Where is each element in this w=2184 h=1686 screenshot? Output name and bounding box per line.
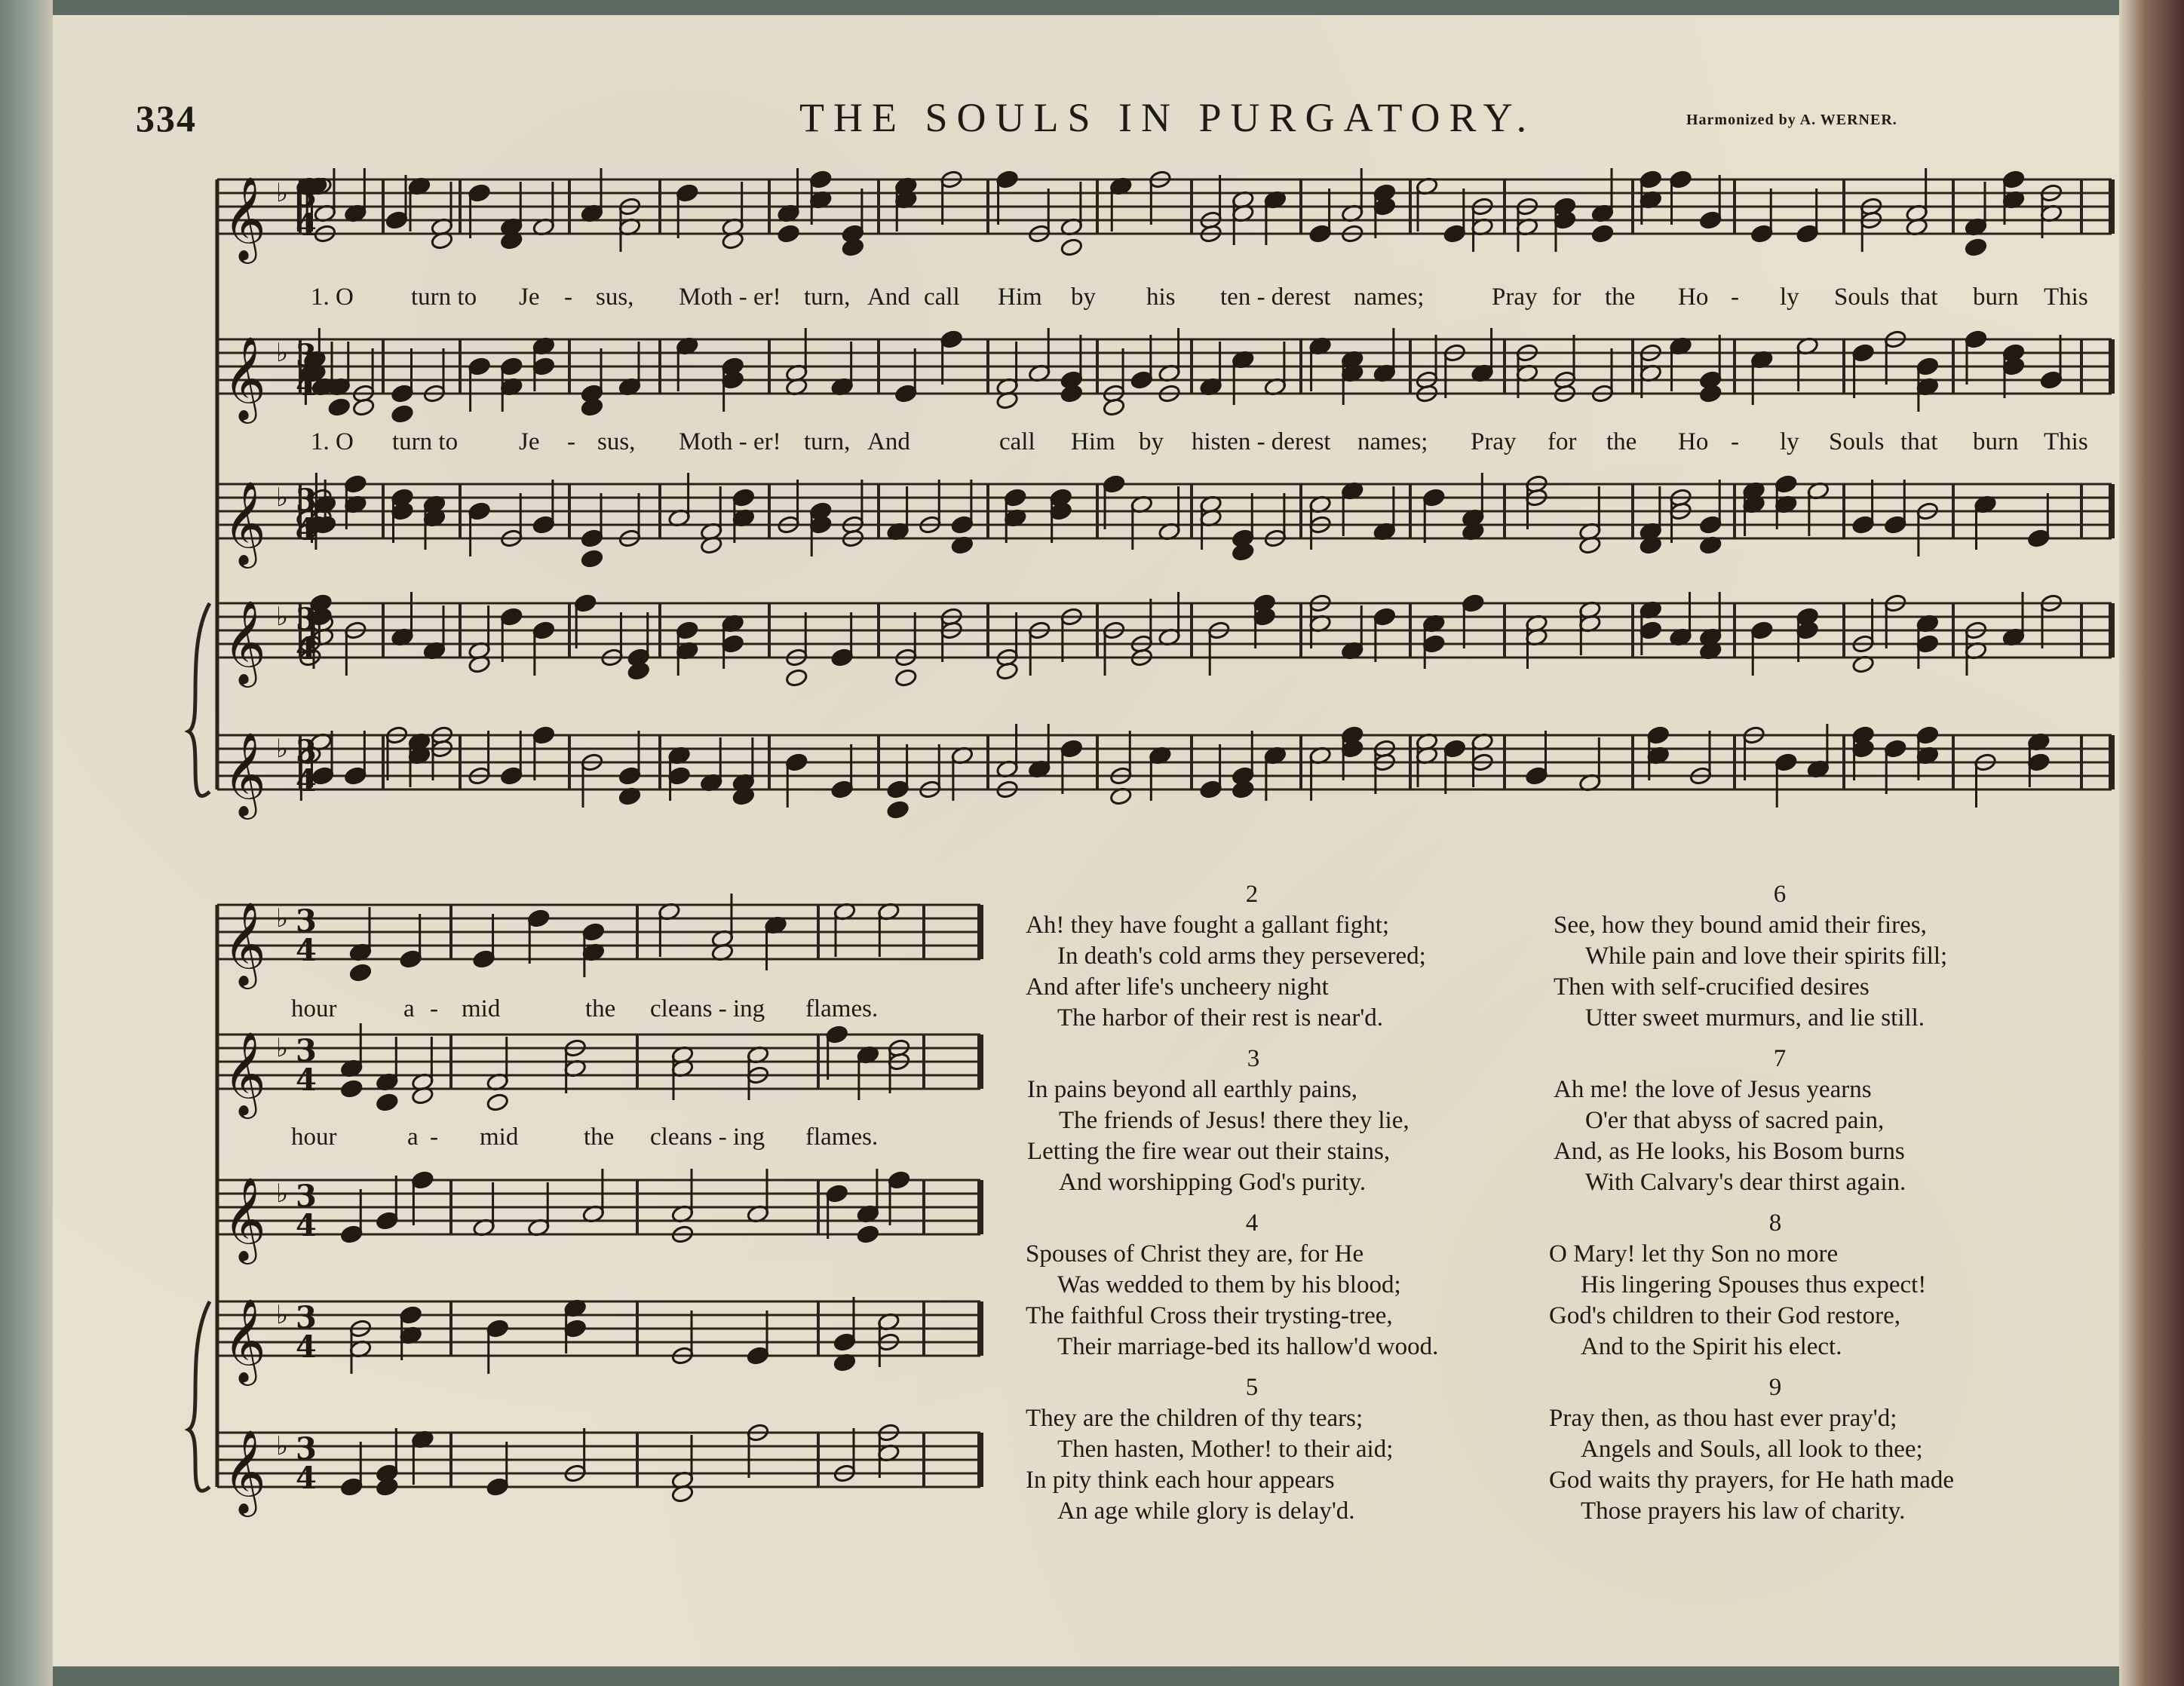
lyric-syllable: hour [291, 1123, 337, 1151]
note-head [340, 1079, 363, 1099]
time-signature-numerator: 3 [296, 734, 317, 769]
lyric-syllable: mid [462, 995, 501, 1022]
lyrics-line-bottom-second [0, 1123, 980, 1154]
flat-icon: ♭ [276, 1299, 289, 1330]
harmonizer-credit: Harmonized by A. WERNER. [1686, 112, 1897, 128]
verse-line: O Mary! let thy Son no more [1549, 1240, 1839, 1268]
lyric-syllable: Souls [1834, 284, 1890, 311]
lyric-syllable: And [867, 284, 910, 311]
time-signature-numerator: 3 [296, 903, 317, 939]
lyric-syllable: Moth - er! [679, 284, 781, 311]
page-number: 334 [136, 97, 197, 139]
verse-line: The harbor of their rest is near'd. [1057, 1004, 1384, 1032]
flat-icon: ♭ [276, 1178, 289, 1209]
verse-line: Those prayers his law of charity. [1581, 1497, 1906, 1525]
flat-icon: ♭ [276, 482, 289, 513]
note-head [1060, 238, 1084, 257]
time-signature-numerator: 3 [296, 1179, 317, 1214]
note-head [777, 224, 800, 244]
verse-line: Then hasten, Mother! to their aid; [1057, 1436, 1394, 1463]
verse-line: Utter sweet murmurs, and lie still. [1585, 1004, 1925, 1032]
stanza-7 [1554, 1044, 2006, 1198]
verse-line: Spouses of Christ they are, for He [1026, 1240, 1364, 1268]
flat-icon: ♭ [276, 177, 289, 208]
lyric-syllable: for [1552, 284, 1581, 311]
stanza-5 [1026, 1372, 1478, 1527]
lyric-syllable: names; [1357, 428, 1428, 455]
lyric-syllable: - [430, 995, 438, 1022]
treble-clef-icon: 𝄞 [223, 1429, 266, 1513]
lyric-syllable: names; [1354, 284, 1425, 311]
lyric-syllable: Him [998, 284, 1042, 311]
verse-line: And to the Spirit his elect. [1581, 1333, 1842, 1360]
treble-clef-icon: 𝄞 [223, 480, 266, 565]
lyrics-line-top-first [0, 284, 2184, 314]
lyric-syllable: Pray [1471, 428, 1517, 455]
stanza-number: 4 [1245, 1209, 1259, 1237]
flat-icon: ♭ [276, 601, 289, 632]
brace-icon [189, 1301, 210, 1491]
lyric-syllable: - [567, 428, 575, 455]
stanza-number: 3 [1247, 1045, 1260, 1072]
lyric-syllable: Moth - er! [679, 428, 781, 455]
verse-line: The faithful Cross their trysting-tree, [1026, 1302, 1393, 1329]
time-signature-numerator: 3 [296, 338, 317, 373]
treble-clef-icon: 𝄞 [223, 731, 266, 816]
verse-line: The friends of Jesus! there they lie, [1059, 1107, 1409, 1134]
lyric-syllable: turn to [392, 428, 459, 455]
time-signature-denominator: 4 [296, 207, 317, 243]
time-signature-numerator: 3 [296, 1300, 317, 1335]
page-title: THE SOULS IN PURGATORY. [799, 95, 1536, 140]
stanza-number: 7 [1773, 1045, 1787, 1072]
verse-line: While pain and love their spirits fill; [1585, 943, 1948, 970]
time-signature-denominator: 4 [296, 631, 317, 667]
note-head [327, 397, 351, 417]
lyric-syllable: - [1731, 428, 1739, 455]
flat-icon: ♭ [276, 903, 289, 933]
lyric-syllable: call [999, 428, 1035, 455]
verse-line: They are the children of thy tears; [1026, 1405, 1363, 1432]
lyric-syllable: Him [1071, 428, 1115, 455]
verse-line: In death's cold arms they persevered; [1057, 943, 1426, 970]
time-signature-denominator: 4 [296, 367, 317, 403]
lyric-syllable: sus, [597, 428, 636, 455]
lyric-syllable: turn, [804, 428, 851, 455]
lyric-syllable: This [2044, 428, 2088, 455]
lyric-syllable: ten - derest [1220, 284, 1331, 311]
lyric-syllable: hour [291, 995, 337, 1022]
verse-line: In pity think each hour appears [1026, 1467, 1335, 1494]
verse-line: Then with self-crucified desires [1554, 973, 1870, 1001]
treble-clef-icon: 𝄞 [223, 336, 266, 420]
lyric-syllable: cleans - ing [650, 995, 765, 1022]
verse-line: His lingering Spouses thus expect! [1581, 1271, 1927, 1298]
lyric-syllable: flames. [805, 1123, 879, 1151]
lyric-syllable: that [1900, 284, 1938, 311]
note-head [349, 963, 373, 982]
verse-line: Pray then, as thou hast ever pray'd; [1549, 1405, 1897, 1432]
time-signature-denominator: 4 [296, 1208, 317, 1243]
lyric-syllable: burn [1973, 284, 2019, 311]
note-head [581, 397, 604, 417]
verse-line: And, as He looks, his Bosom burns [1554, 1138, 1905, 1165]
verse-line: Letting the fire wear out their stains, [1027, 1138, 1391, 1165]
note-head [857, 1225, 880, 1244]
note-head [1965, 238, 1988, 257]
stanza-9 [1549, 1372, 2001, 1527]
note-head [1699, 384, 1722, 403]
lyric-syllable: This [2044, 284, 2088, 311]
note-head [842, 238, 865, 257]
lyric-syllable: a [403, 995, 415, 1022]
lyric-syllable: by [1071, 284, 1096, 311]
lyric-syllable: his [1146, 284, 1176, 311]
time-signature-numerator: 3 [296, 1431, 317, 1467]
treble-clef-icon: 𝄞 [223, 901, 266, 986]
note-head [886, 800, 909, 820]
time-signature-denominator: 4 [296, 933, 317, 968]
verse-line: God waits thy prayers, for He hath made [1549, 1467, 1955, 1494]
note-head [352, 397, 376, 417]
lyric-syllable: 1. O [311, 284, 354, 311]
time-signature-numerator: 3 [296, 1033, 317, 1068]
treble-clef-icon: 𝄞 [223, 599, 266, 684]
lyric-syllable: Souls [1829, 428, 1885, 455]
lyric-syllable: flames. [805, 995, 879, 1022]
lyric-syllable: ten - derest [1220, 428, 1331, 455]
time-signature-denominator: 4 [296, 1461, 317, 1496]
note-head [894, 668, 918, 688]
lyric-syllable: Pray [1492, 284, 1538, 311]
lyric-syllable: sus, [596, 284, 634, 311]
verse-line: In pains beyond all earthly pains, [1027, 1076, 1358, 1103]
lyric-syllable: Je [519, 428, 540, 455]
lyric-syllable: Ho [1678, 428, 1709, 455]
verse-line: And after life's uncheery night [1026, 973, 1329, 1001]
verse-line: Ah me! the love of Jesus yearns [1554, 1076, 1872, 1103]
lyric-syllable: the [1606, 428, 1637, 455]
verse-line: See, how they bound amid their fires, [1554, 912, 1927, 939]
stanza-8 [1549, 1208, 2001, 1363]
time-signature-numerator: 3 [296, 602, 317, 637]
verse-line: Was wedded to them by his blood; [1057, 1271, 1401, 1298]
note-head [391, 404, 414, 424]
lyrics-line-top-second [0, 428, 2184, 458]
note-head [581, 549, 604, 569]
lyric-syllable: - [430, 1123, 438, 1151]
lyric-syllable: turn to [411, 284, 477, 311]
lyric-syllable: call [924, 284, 960, 311]
lyric-syllable: 1. O [311, 428, 354, 455]
note-head [376, 1477, 399, 1497]
lyric-syllable: that [1900, 428, 1938, 455]
lyric-syllable: burn [1973, 428, 2019, 455]
lyric-syllable: ly [1780, 428, 1799, 455]
verse-line: And worshipping God's purity. [1059, 1169, 1367, 1196]
lyric-syllable: the [1605, 284, 1636, 311]
time-signature-numerator: 3 [296, 178, 317, 213]
treble-clef-icon: 𝄞 [223, 176, 266, 260]
treble-clef-icon: 𝄞 [223, 1176, 266, 1261]
verse-line: An age while glory is delay'd. [1057, 1497, 1355, 1525]
brace-icon [189, 603, 210, 796]
note-head [1232, 542, 1255, 562]
lyric-syllable: by [1139, 428, 1164, 455]
lyric-syllable: - [564, 284, 572, 311]
note-head [627, 661, 650, 681]
lyric-syllable: Ho [1678, 284, 1709, 311]
flat-icon: ♭ [276, 1430, 289, 1461]
lyric-syllable: And [867, 428, 910, 455]
stanza-number: 8 [1768, 1209, 1782, 1237]
lyrics-line-bottom-first [0, 995, 980, 1025]
flat-icon: ♭ [276, 337, 289, 368]
stanza-number: 5 [1245, 1374, 1259, 1401]
verse-line: With Calvary's dear thirst again. [1585, 1169, 1906, 1196]
lyric-syllable: for [1548, 428, 1577, 455]
stanza-6 [1554, 879, 2006, 1034]
lyric-syllable: a [407, 1123, 419, 1151]
lyric-syllable: his [1192, 428, 1221, 455]
time-signature-denominator: 4 [296, 512, 317, 547]
time-signature-denominator: 4 [296, 763, 317, 799]
note-head [785, 668, 808, 688]
note-head [995, 661, 1019, 681]
lyric-syllable: turn, [804, 284, 851, 311]
stanza-4 [1026, 1208, 1478, 1363]
stanza-2 [1026, 879, 1478, 1034]
verse-line: O'er that abyss of sacred pain, [1585, 1107, 1885, 1134]
note-head [486, 1093, 509, 1112]
treble-clef-icon: 𝄞 [223, 1298, 266, 1382]
time-signature-denominator: 4 [296, 1062, 317, 1098]
lyric-syllable: ly [1780, 284, 1799, 311]
note-head [1060, 384, 1084, 403]
stanza-3 [1027, 1044, 1480, 1198]
verse-line: God's children to their God restore, [1549, 1302, 1900, 1329]
verse-line: Their marriage-bed its hallow'd wood. [1057, 1333, 1439, 1360]
treble-clef-icon: 𝄞 [223, 1031, 266, 1115]
lyric-syllable: mid [480, 1123, 519, 1151]
verse-line: Ah! they have fought a gallant fight; [1026, 912, 1390, 939]
note-head [1103, 397, 1126, 417]
lyric-syllable: - [1731, 284, 1739, 311]
lyric-syllable: the [585, 995, 616, 1022]
lyric-syllable: the [584, 1123, 615, 1151]
flat-icon: ♭ [276, 1032, 289, 1063]
stanza-number: 2 [1245, 881, 1259, 908]
time-signature-denominator: 4 [296, 1329, 317, 1365]
stanza-number: 9 [1768, 1374, 1782, 1401]
time-signature-numerator: 3 [296, 483, 317, 518]
flat-icon: ♭ [276, 733, 289, 764]
verse-line: Angels and Souls, all look to thee; [1581, 1436, 1923, 1463]
lyric-syllable: cleans - ing [650, 1123, 765, 1151]
note-head [1232, 780, 1255, 799]
lyric-syllable: Je [519, 284, 540, 311]
stanza-number: 6 [1773, 881, 1787, 908]
note-head [376, 1093, 399, 1112]
note-head [1591, 224, 1615, 244]
